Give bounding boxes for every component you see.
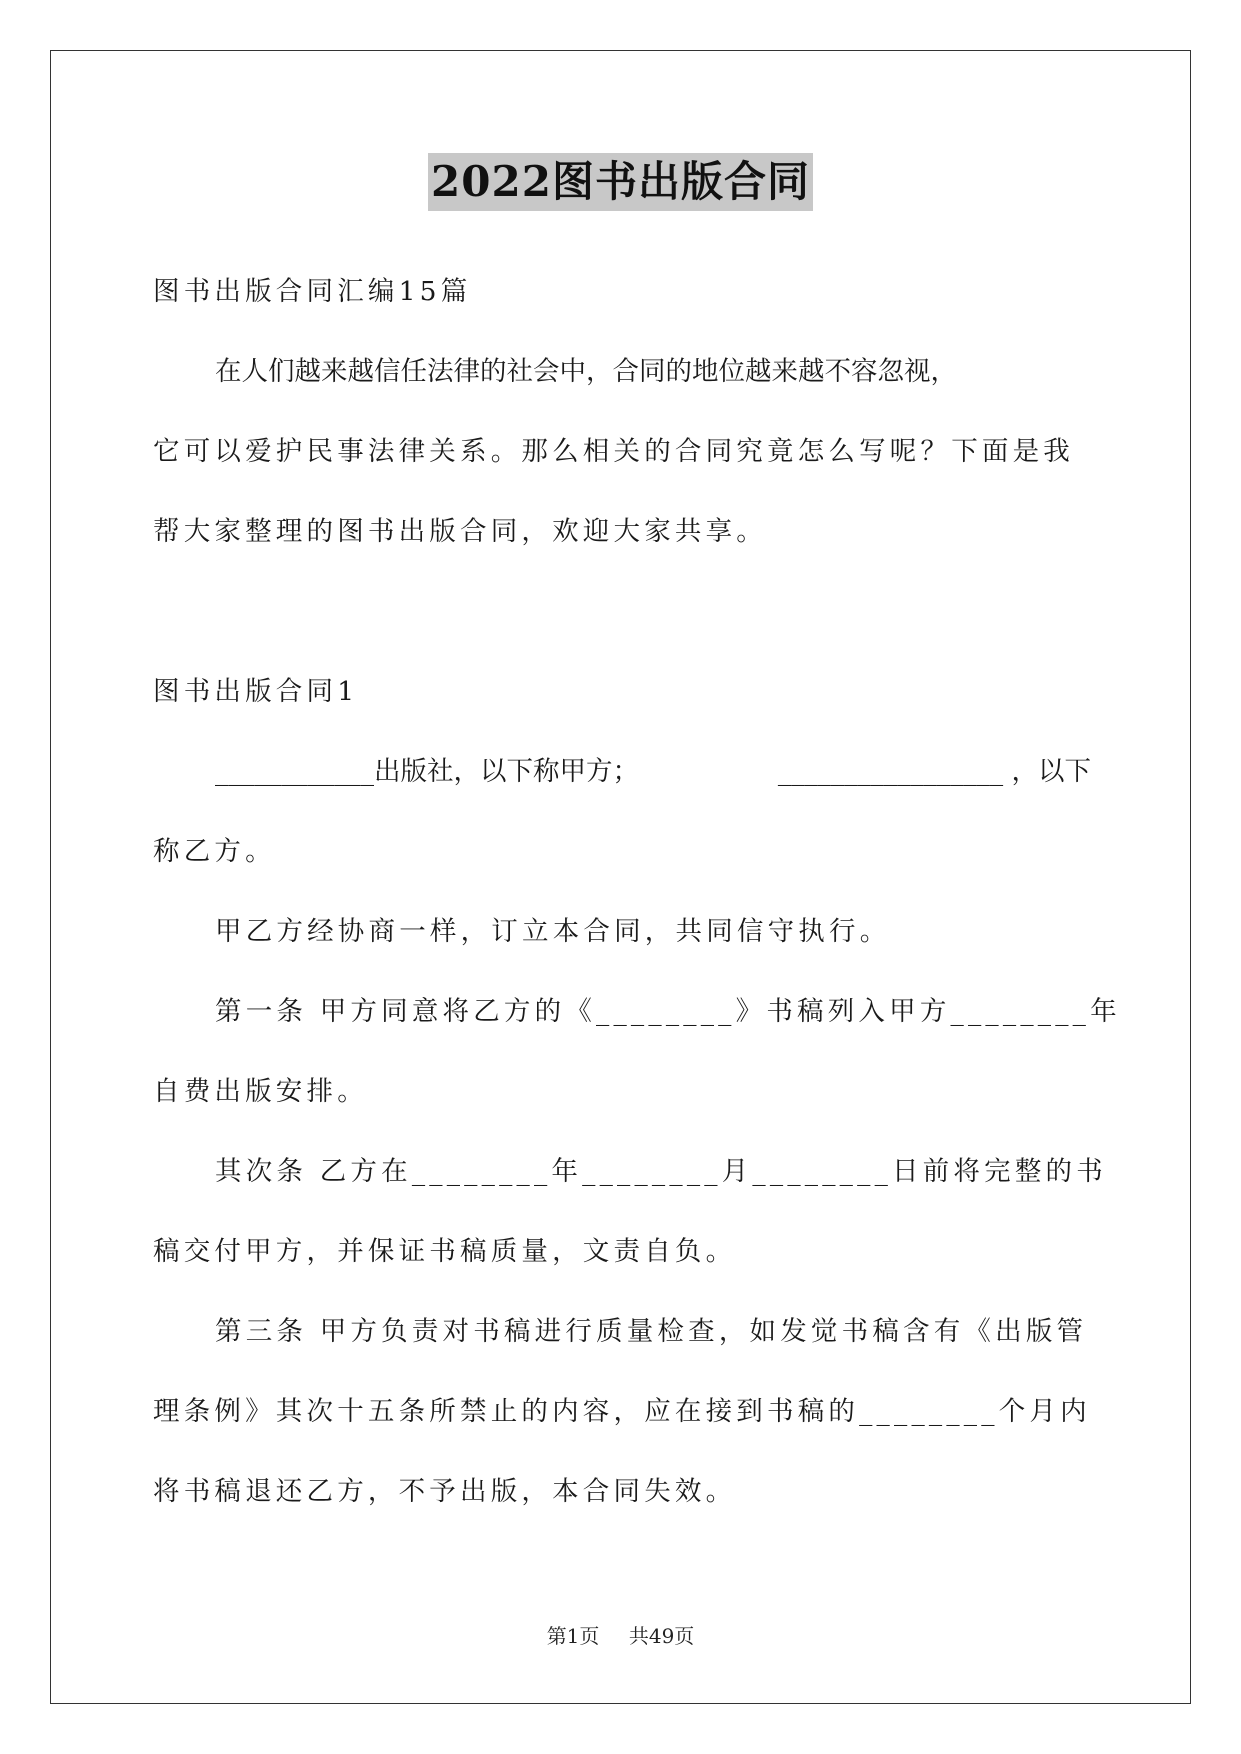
article3-line-1: 第三条 甲方负责对书稿进行质量检查，如发觉书稿含有《出版管	[215, 1316, 1088, 1347]
intro-line-3: 帮大家整理的图书出版合同，欢迎大家共享。	[153, 516, 767, 547]
article2-line-1: 其次条 乙方在________年________月________日前将完整的书	[215, 1156, 1107, 1187]
page-footer	[0, 1620, 1241, 1649]
subtitle: 图书出版合同汇编15篇	[153, 276, 472, 307]
article3-line-3: 将书稿退还乙方，不予出版，本合同失效。	[153, 1476, 737, 1507]
paragraph-gap	[153, 582, 1091, 662]
page-total: 共49页	[628, 1624, 695, 1648]
party-line-a: ____________出版社，以下称甲方；	[215, 756, 639, 787]
document-body	[153, 262, 1121, 1542]
intro-line-2: 它可以爱护民事法律关系。那么相关的合同究竟怎么写呢？下面是我	[153, 436, 1074, 467]
title-container	[0, 153, 1241, 211]
article1-line-2: 自费出版安排。	[153, 1076, 368, 1107]
intro-line-1-text: 在人们越来越信任法律的社会中，合同的地位越来越不容忽视，	[215, 356, 957, 387]
article1-line-1: 第一条 甲方同意将乙方的《________》书稿列入甲方________年	[215, 996, 1121, 1027]
article3-line-2: 理条例》其次十五条所禁止的内容，应在接到书稿的________个月内	[153, 1396, 1091, 1427]
document-title: 2022图书出版合同	[428, 153, 813, 211]
intro-line-1	[153, 342, 1091, 422]
page-number: 第1页	[546, 1624, 600, 1648]
section-heading: 图书出版合同1	[153, 676, 359, 707]
party-line-c: 称乙方。	[153, 836, 276, 867]
party-line-b: _________________ ，以下	[777, 756, 1091, 787]
agreement-line: 甲乙方经协商一样，订立本合同，共同信守执行。	[215, 916, 891, 947]
party-line	[153, 742, 1091, 822]
article2-line-2: 稿交付甲方，并保证书稿质量，文责自负。	[153, 1236, 737, 1267]
